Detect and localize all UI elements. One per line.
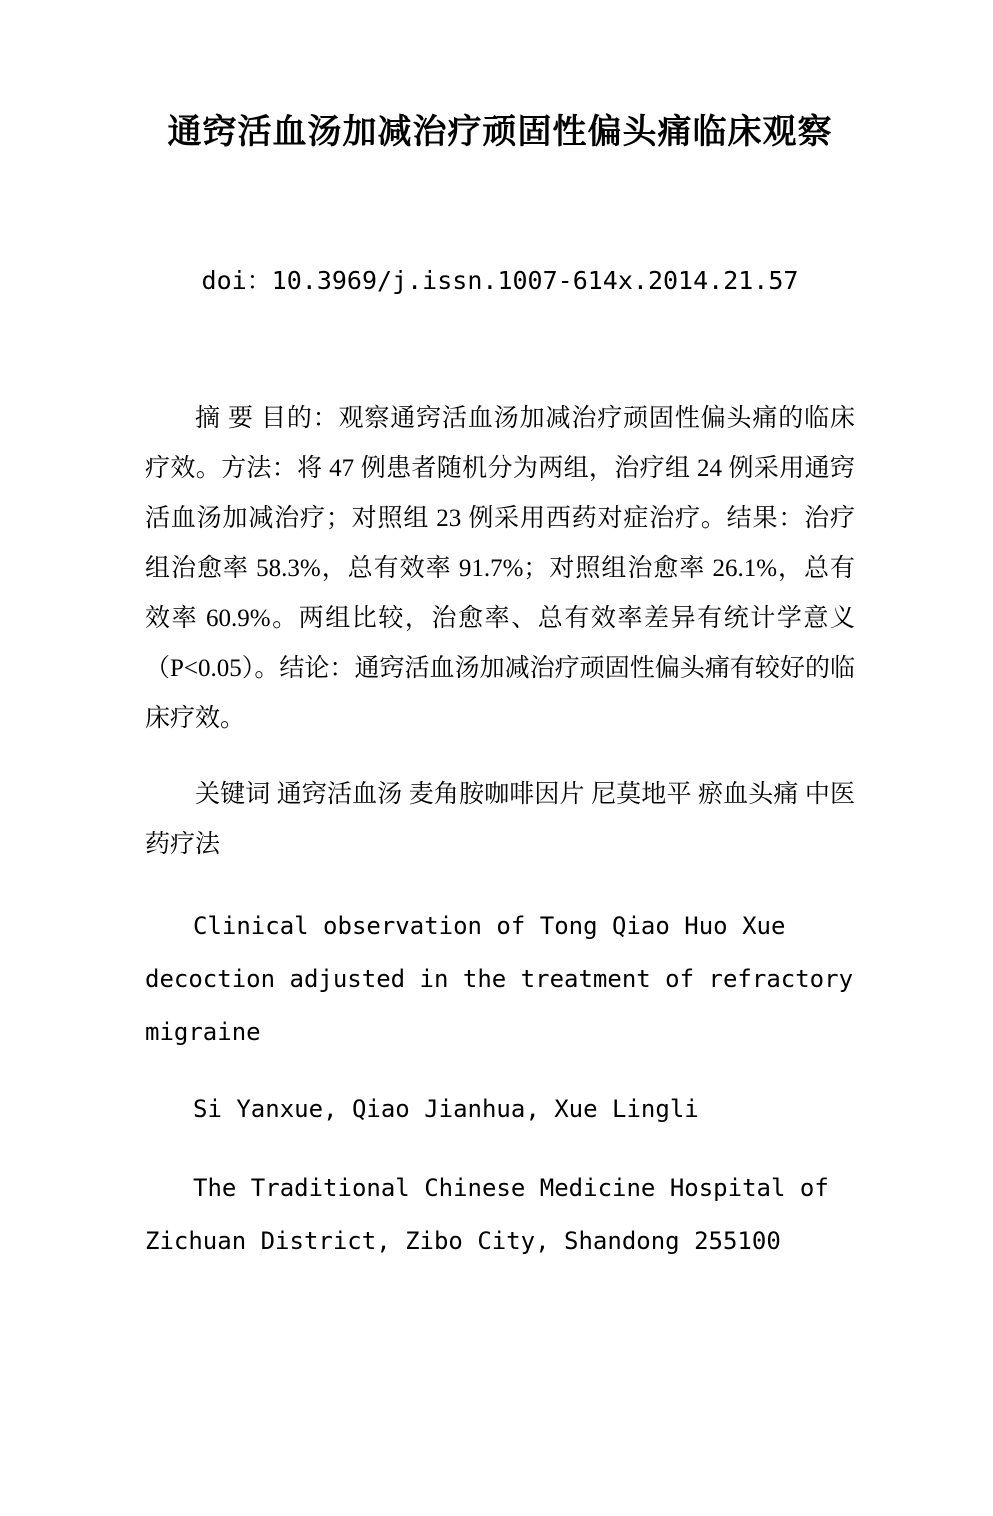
english-title: Clinical observation of Tong Qiao Huo Xue decoction adjusted in the treatment of refractory migraine bbox=[145, 912, 854, 1046]
page-title: 通窍活血汤加减治疗顽固性偏头痛临床观察 bbox=[167, 114, 833, 151]
authors-line: Si Yanxue, Qiao Jianhua, Xue Lingli bbox=[193, 1095, 699, 1123]
abstract-paragraph: 摘 要 目的：观察通窍活血汤加减治疗顽固性偏头痛的临床疗效。方法：将 47 例患者随机分为两组，治疗组 24 例采用通窍活血汤加减治疗；对照组 23 例采用西药对症治疗。结果：治疗组治愈率 58.3%，总有效率 91.7%；对照组治愈率 26.1%，总有效率 60.9%。两组比较，治愈率、总有效率差异有统计学意义（P<0.05）。结论：通窍活血汤加减治疗顽固性偏头痛有较好的临床疗效。 bbox=[145, 405, 855, 732]
document-page bbox=[0, 112, 993, 1516]
doi-line: doi：10.3969/j.issn.1007-614x.2014.21.57 bbox=[201, 266, 799, 295]
affiliation-line: The Traditional Chinese Medicine Hospital of Zichuan District, Zibo City, Shandong 255100 bbox=[145, 1174, 829, 1255]
keywords-paragraph: 关键词 通窍活血汤 麦角胺咖啡因片 尼莫地平 瘀血头痛 中医药疗法 bbox=[145, 781, 855, 858]
